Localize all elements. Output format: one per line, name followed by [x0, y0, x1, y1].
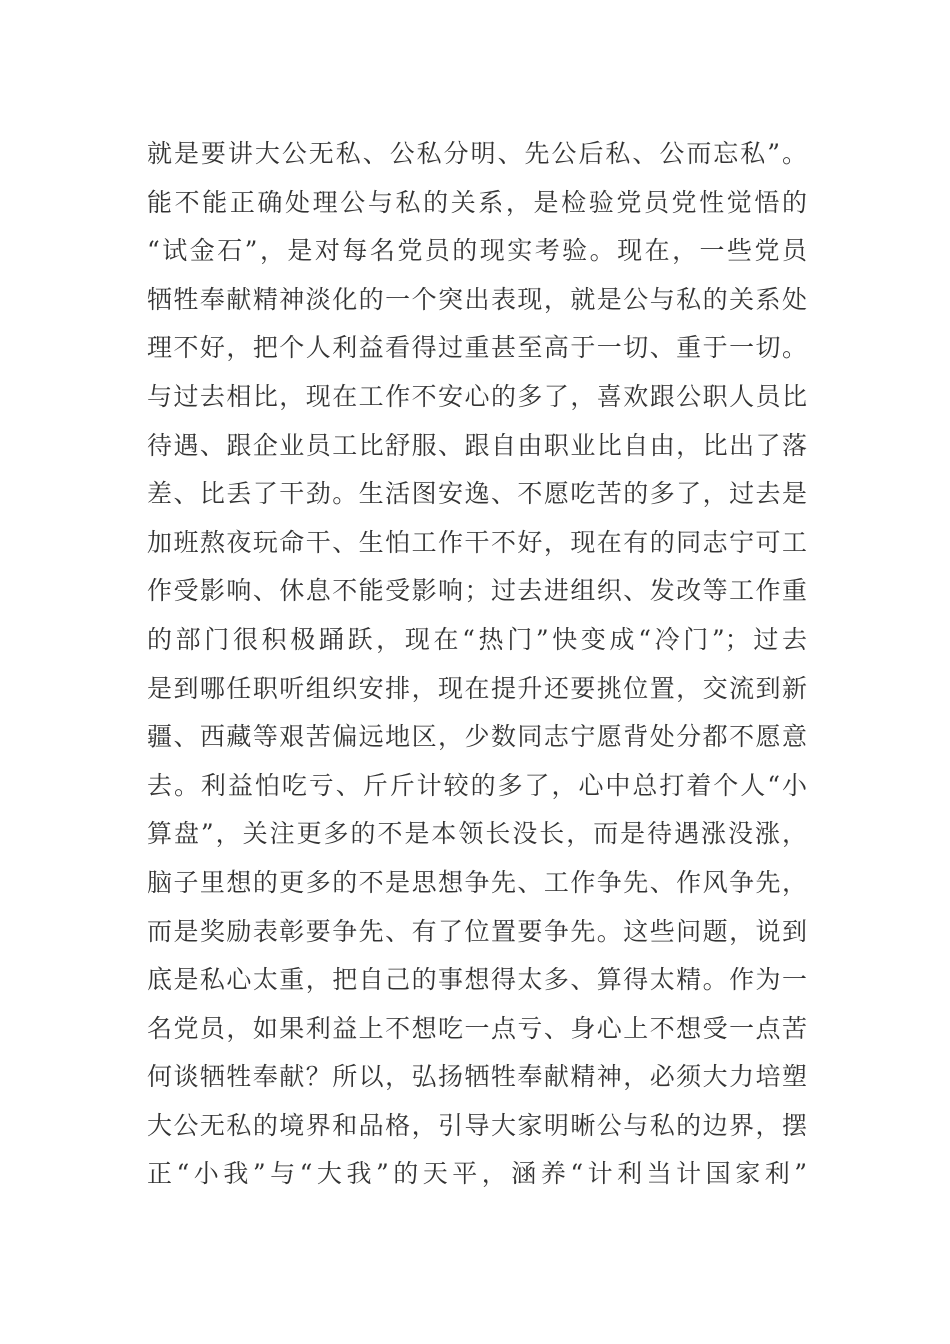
- text-line: 脑子里想的更多的不是思想争先、工作争先、作风争先，: [147, 867, 807, 897]
- text-line: “试金石”，是对每名党员的现实考验。现在，一些党员: [147, 236, 807, 266]
- text-line: 理不好，把个人利益看得过重甚至高于一切、重于一切。: [147, 333, 807, 363]
- text-line: 底是私心太重，把自己的事想得太多、算得太精。作为一: [147, 965, 807, 995]
- text-line: 算盘”，关注更多的不是本领长没长，而是待遇涨没涨，: [147, 819, 807, 849]
- text-line: 正“小我”与“大我”的天平，涵养“计利当计国家利”: [147, 1159, 807, 1189]
- text-line: 能不能正确处理公与私的关系，是检验党员党性觉悟的: [147, 187, 807, 217]
- text-line: 去。利益怕吃亏、斤斤计较的多了，心中总打着个人“小: [147, 770, 807, 800]
- body-paragraph: [147, 130, 807, 1199]
- text-line: 何谈牺牲奉献？所以，弘扬牺牲奉献精神，必须大力培塑: [147, 1062, 807, 1092]
- text-line: 差、比丢了干劲。生活图安逸、不愿吃苦的多了，过去是: [147, 479, 807, 509]
- text-line: 待遇、跟企业员工比舒服、跟自由职业比自由，比出了落: [147, 430, 807, 460]
- text-line: 加班熬夜玩命干、生怕工作干不好，现在有的同志宁可工: [147, 527, 807, 557]
- text-line: 而是奖励表彰要争先、有了位置要争先。这些问题，说到: [147, 916, 807, 946]
- text-line: 疆、西藏等艰苦偏远地区，少数同志宁愿背处分都不愿意: [147, 722, 807, 752]
- text-line: 是到哪任职听组织安排，现在提升还要挑位置，交流到新: [147, 673, 807, 703]
- text-line: 就是要讲大公无私、公私分明、先公后私、公而忘私”。: [147, 139, 807, 168]
- text-line: 大公无私的境界和品格，引导大家明晰公与私的边界，摆: [147, 1110, 807, 1140]
- text-line: 作受影响、休息不能受影响；过去进组织、发改等工作重: [147, 576, 807, 606]
- text-line: 牺牲奉献精神淡化的一个突出表现，就是公与私的关系处: [147, 284, 807, 314]
- text-line: 名党员，如果利益上不想吃一点亏、身心上不想受一点苦: [147, 1013, 807, 1043]
- text-line: 的部门很积极踊跃，现在“热门”快变成“冷门”；过去: [147, 624, 807, 654]
- text-line: 与过去相比，现在工作不安心的多了，喜欢跟公职人员比: [147, 381, 807, 411]
